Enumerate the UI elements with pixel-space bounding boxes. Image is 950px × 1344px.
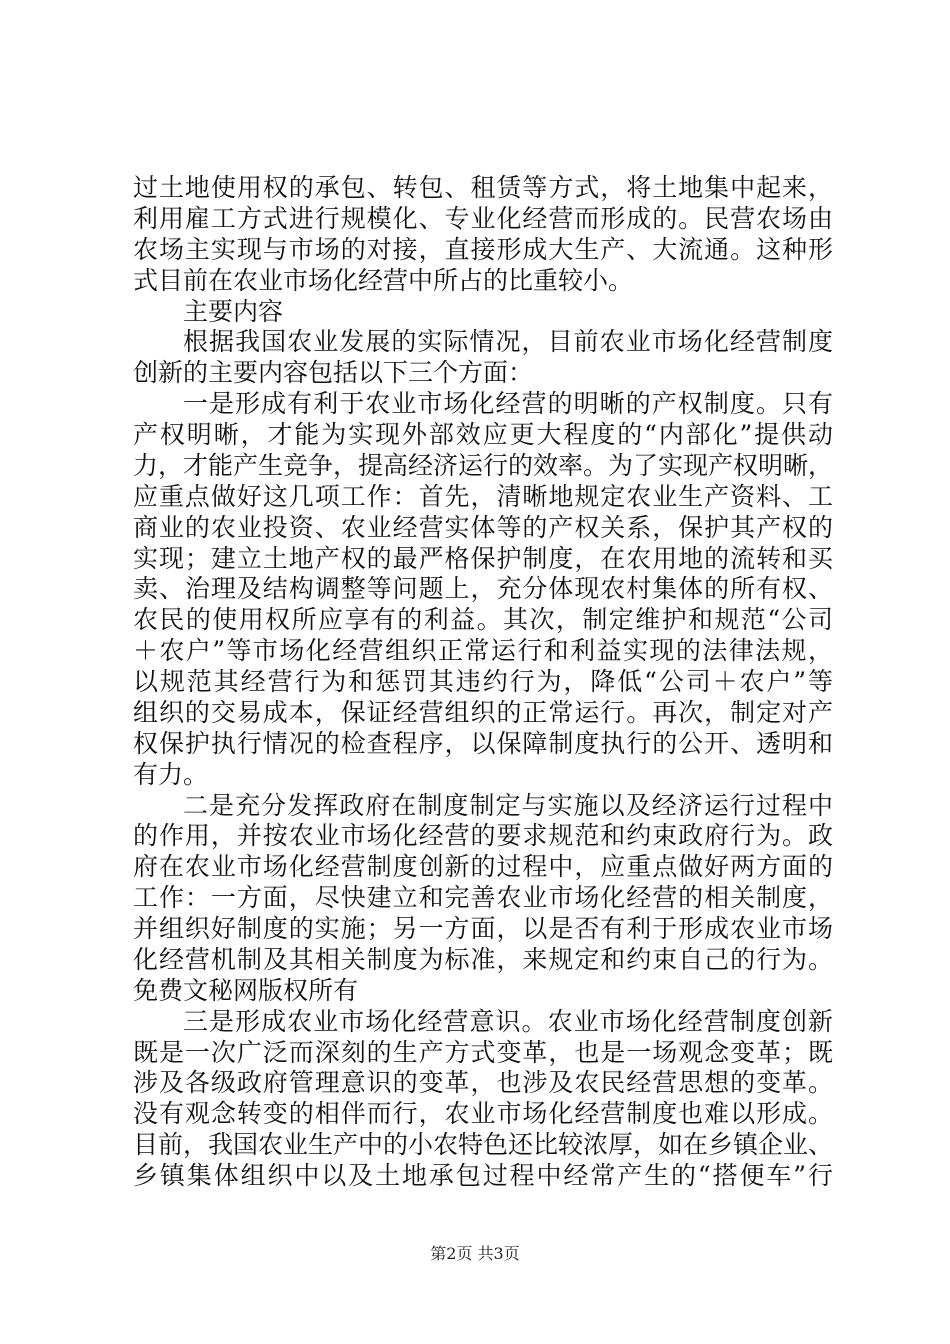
- text-line: 农民的使用权所应享有的利益。其次，制定维护和规范“公司: [133, 605, 833, 634]
- text-line: 力，才能产生竞争，提高经济运行的效率。为了实现产权明晰，: [133, 451, 834, 480]
- text-line: 以规范其经营行为和惩罚其违约行为，降低“公司＋农户”等: [133, 667, 833, 696]
- text-line: 府在农业市场化经营制度创新的过程中，应重点做好两方面的: [133, 852, 833, 881]
- text-line: 乡镇集体组织中以及土地承包过程中经常产生的“搭便车”行: [133, 1161, 833, 1190]
- page-number: 第2页 共3页: [430, 1244, 520, 1263]
- text-line: 并组织好制度的实施；另一方面，以是否有利于形成农业市场: [133, 914, 833, 943]
- text-line: 过土地使用权的承包、转包、租赁等方式，将土地集中起来，: [133, 173, 833, 202]
- text-line: 免费文秘网版权所有: [133, 976, 359, 1005]
- text-line: 产权明晰，才能为实现外部效应更大程度的“内部化”提供动: [133, 420, 833, 449]
- text-line: 二是充分发挥政府在制度制定与实施以及经济运行过程中: [183, 791, 833, 820]
- text-line: 有力。: [133, 760, 209, 789]
- text-line: 既是一次广泛而深刻的生产方式变革，也是一场观念变革；既: [133, 1038, 833, 1067]
- text-line: 目前，我国农业生产中的小农特色还比较浓厚，如在乡镇企业、: [133, 1130, 834, 1159]
- text-line: 式目前在农业市场化经营中所占的比重较小。: [133, 266, 634, 295]
- text-line: 卖、治理及结构调整等问题上，充分体现农村集体的所有权、: [133, 574, 833, 603]
- text-line: 利用雇工方式进行规模化、专业化经营而形成的。民营农场由: [133, 204, 833, 233]
- text-line: 根据我国农业发展的实际情况，目前农业市场化经营制度: [183, 327, 833, 356]
- text-line: 化经营机制及其相关制度为标准，来规定和约束自己的行为。: [133, 945, 833, 974]
- text-line: 创新的主要内容包括以下三个方面：: [133, 358, 534, 387]
- text-line: ＋农户”等市场化经营组织正常运行和利益实现的法律法规，: [133, 636, 833, 665]
- text-line: 的作用，并按农业市场化经营的要求规范和约束政府行为。政: [133, 821, 833, 850]
- text-line: 工作：一方面，尽快建立和完善农业市场化经营的相关制度，: [133, 883, 833, 912]
- text-line: 应重点做好这几项工作：首先，清晰地规定农业生产资料、工: [133, 482, 833, 511]
- text-line: 一是形成有利于农业市场化经营的明晰的产权制度。只有: [183, 389, 833, 418]
- text-line: 没有观念转变的相伴而行，农业市场化经营制度也难以形成。: [133, 1099, 833, 1128]
- text-line: 实现；建立土地产权的最严格保护制度，在农用地的流转和买: [133, 544, 833, 573]
- text-line: 涉及各级政府管理意识的变革，也涉及农民经营思想的变革。: [133, 1068, 833, 1097]
- text-line: 三是形成农业市场化经营意识。农业市场化经营制度创新: [183, 1007, 833, 1036]
- text-line: 商业的农业投资、农业经营实体等的产权关系，保护其产权的: [133, 513, 833, 542]
- text-line: 农场主实现与市场的对接，直接形成大生产、大流通。这种形: [133, 235, 833, 264]
- section-heading: 主要内容: [183, 297, 284, 326]
- text-line: 组织的交易成本，保证经营组织的正常运行。再次，制定对产: [133, 698, 833, 727]
- text-line: 权保护执行情况的检查程序，以保障制度执行的公开、透明和: [133, 729, 833, 758]
